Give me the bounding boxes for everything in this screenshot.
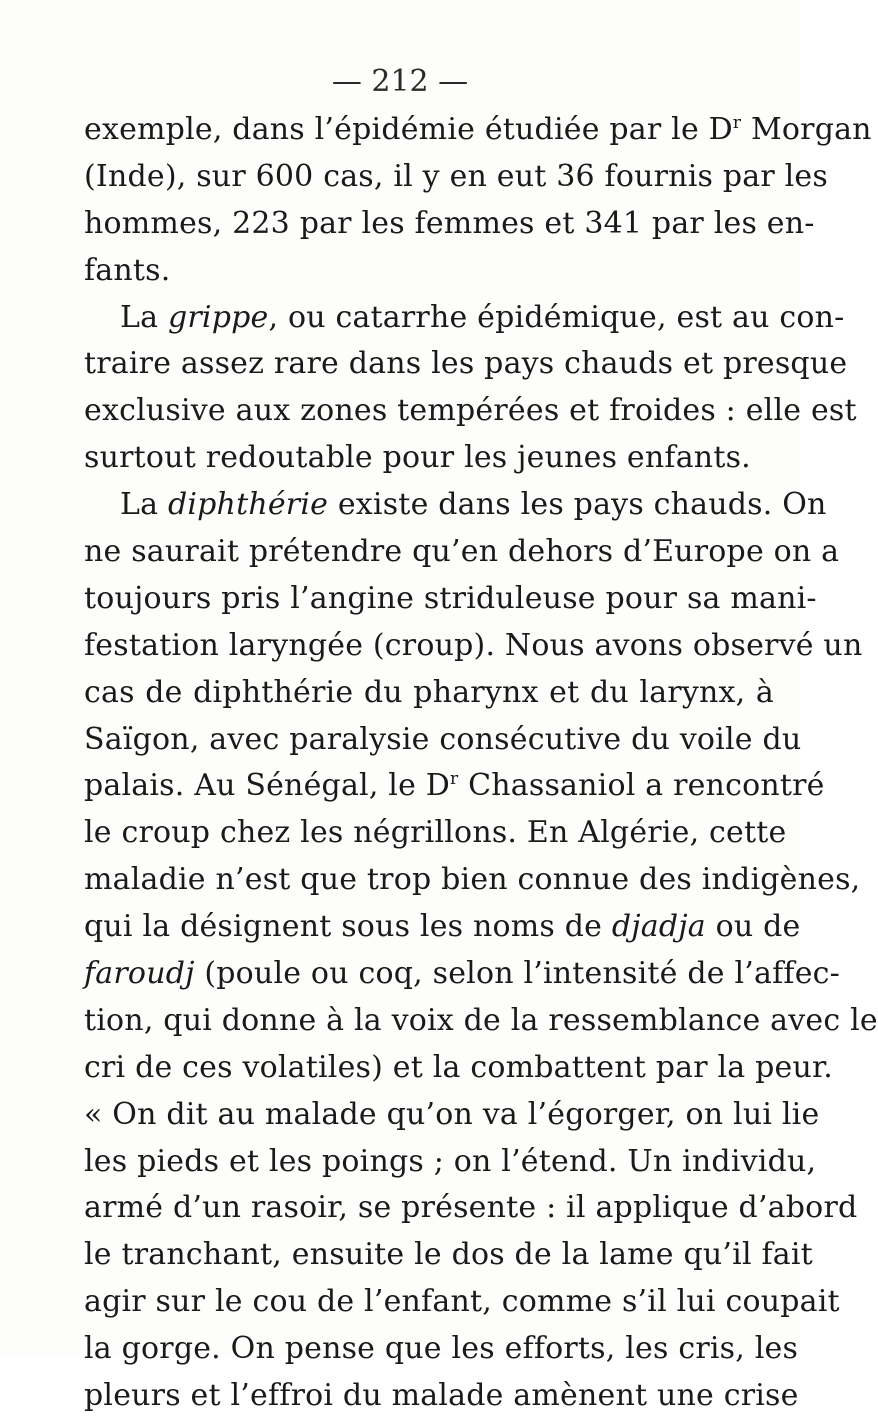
text-line: Saïgon, avec paralysie consécutive du voile du [84, 721, 802, 757]
text-line: exclusive aux zones tempérées et froides : elle est [84, 393, 857, 429]
text-line: le tranchant, ensuite le dos de la lame qu’il fait [84, 1237, 813, 1273]
text-line: maladie n’est que trop bien connue des indigènes, [84, 862, 861, 898]
text-line: toujours pris l’angine striduleuse pour sa mani- [84, 580, 817, 616]
text-line: ne saurait prétendre qu’en dehors d’Europe on a [84, 534, 840, 570]
text-line: armé d’un rasoir, se présente : il applique d’abord [84, 1190, 858, 1226]
text-line: cas de diphthérie du pharynx et du larynx, à [84, 674, 774, 710]
text-line: les pieds et les poings ; on l’étend. Un individu, [84, 1143, 817, 1179]
text-line: qui la désignent sous les noms de djadja ou de [84, 909, 801, 945]
text-line: faroudj (poule ou coq, selon l’intensité de l’affec- [84, 956, 840, 992]
text-line: agir sur le cou de l’enfant, comme s’il lui coupait [84, 1284, 840, 1320]
text-line: « On dit au malade qu’on va l’égorger, on lui lie [84, 1096, 820, 1132]
text-line: La grippe, ou catarrhe épidémique, est au con- [120, 299, 845, 335]
text-line: festation laryngée (croup). Nous avons observé un [84, 627, 863, 663]
text-line: traire assez rare dans les pays chauds et presque [84, 346, 848, 382]
text-line: fants. [84, 252, 171, 288]
text-line: tion, qui donne à la voix de la ressemblance avec le [84, 1002, 878, 1038]
text-line: exemple, dans l’épidémie étudiée par le $D^r$ Morgan [84, 112, 872, 147]
text-line: surtout redoutable pour les jeunes enfants. [84, 440, 751, 476]
text-line: La diphthérie existe dans les pays chauds. On [120, 487, 827, 523]
body-text [84, 107, 878, 1420]
text-line: cri de ces volatiles) et la combattent par la peur. [84, 1049, 833, 1085]
text-line: le croup chez les négrillons. En Algérie, cette [84, 815, 787, 851]
text-line: (Inde), sur 600 cas, il y en eut 36 fournis par les [84, 158, 828, 194]
page-number: — 212 — [331, 64, 469, 99]
text-line: pleurs et l’effroi du malade amènent une crise [84, 1378, 799, 1414]
text-line: palais. Au Sénégal, le $D^r$ Chassaniol a rencontré [84, 768, 825, 804]
text-line: la gorge. On pense que les efforts, les cris, les [84, 1331, 799, 1367]
text-line: hommes, 223 par les femmes et 341 par les en- [84, 205, 815, 241]
